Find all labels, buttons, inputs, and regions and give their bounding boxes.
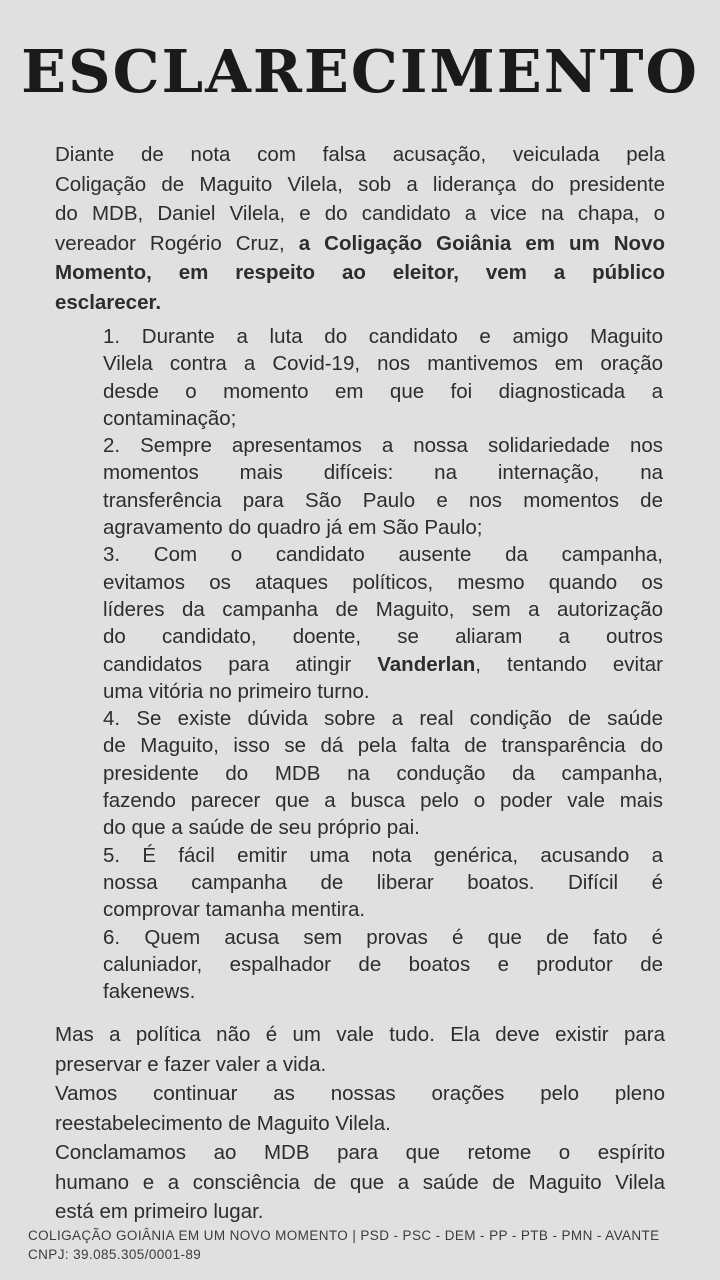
text-line xyxy=(103,569,663,596)
text-line xyxy=(103,814,663,841)
text-segment: 5. É fácil emitir uma nota genérica, acusando a xyxy=(103,843,663,867)
text-line xyxy=(55,229,665,259)
text-line xyxy=(103,678,663,705)
text-line xyxy=(55,199,665,229)
text-segment: caluniador, espalhador de boatos e produtor de xyxy=(103,952,663,976)
text-segment: evitamos os ataques políticos, mesmo quando os xyxy=(103,570,663,594)
text-segment: do candidato, doente, se aliaram a outros xyxy=(103,625,663,649)
text-line xyxy=(103,405,663,432)
text-segment: líderes da campanha de Maguito, sem a autorização xyxy=(103,597,663,621)
text-line xyxy=(103,787,663,814)
bold-text-segment: a Coligação Goiânia em um Novo xyxy=(298,231,665,255)
text-line xyxy=(103,596,663,623)
text-segment: fazendo parecer que a busca pelo o poder vale mais xyxy=(103,789,663,813)
text-segment: 6. Quem acusa sem provas é que de fato é xyxy=(103,925,663,949)
text-segment: humano e a consciência de que a saúde de Maguito Vilela xyxy=(55,1170,665,1194)
text-segment: uma vitória no primeiro turno. xyxy=(103,679,370,703)
text-segment: Diante de nota com falsa acusação, veiculada pela xyxy=(55,143,665,166)
text-line xyxy=(103,459,663,486)
text-line xyxy=(103,350,663,377)
text-segment: nossa campanha de liberar boatos. Difícil é xyxy=(103,870,663,894)
text-line xyxy=(55,1138,665,1168)
text-line xyxy=(103,732,663,759)
text-line xyxy=(55,170,665,200)
text-line xyxy=(55,1197,665,1227)
text-segment: está em primeiro lugar. xyxy=(55,1200,264,1224)
bold-text-segment: esclarecer. xyxy=(55,290,162,314)
text-segment: desde o momento em que foi diagnosticada a xyxy=(103,379,663,403)
text-segment: momentos mais difíceis: na internação, na xyxy=(103,461,663,485)
text-segment: de Maguito, isso se dá pela falta de transparência do xyxy=(103,734,663,758)
text-segment: agravamento do quadro já em São Paulo; xyxy=(103,516,483,540)
text-line xyxy=(55,1079,665,1109)
text-line xyxy=(103,705,663,732)
text-line xyxy=(103,487,663,514)
text-segment: contaminação; xyxy=(103,406,237,430)
text-segment: candidatos para atingir xyxy=(103,652,378,676)
text-line xyxy=(103,978,663,1005)
footer-coalition-line: COLIGAÇÃO GOIÂNIA EM UM NOVO MOMENTO | PSD - PSC - DEM - PP - PTB - PMN - AVANTE xyxy=(28,1228,660,1243)
text-line xyxy=(55,288,665,318)
text-segment: transferência para São Paulo e nos momentos de xyxy=(103,488,663,512)
text-segment: preservar e fazer valer a vida. xyxy=(55,1052,327,1076)
text-line xyxy=(103,541,663,568)
text-line xyxy=(55,1168,665,1198)
closing-paragraphs xyxy=(55,1020,665,1227)
intro-paragraph xyxy=(55,140,665,317)
numbered-list xyxy=(103,323,663,1005)
text-line xyxy=(103,896,663,923)
text-segment: fakenews. xyxy=(103,980,196,1004)
text-segment: do que a saúde de seu próprio pai. xyxy=(103,816,420,840)
text-segment: 4. Se existe dúvida sobre a real condição de saúde xyxy=(103,707,663,731)
text-line xyxy=(103,842,663,869)
text-segment: 1. Durante a luta do candidato e amigo Maguito xyxy=(103,325,663,348)
text-line xyxy=(103,514,663,541)
text-segment: reestabelecimento de Maguito Vilela. xyxy=(55,1111,391,1135)
text-line xyxy=(103,869,663,896)
text-segment: do MDB, Daniel Vilela, e do candidato a vice na chapa, o xyxy=(55,202,665,225)
text-line xyxy=(55,140,665,170)
footer-cnpj-line: CNPJ: 39.085.305/0001-89 xyxy=(28,1247,202,1262)
text-segment: presidente do MDB na condução da campanha, xyxy=(103,761,663,785)
text-line xyxy=(55,1020,665,1050)
text-line xyxy=(103,760,663,787)
text-line xyxy=(103,651,663,678)
text-line xyxy=(103,323,663,350)
text-segment: vereador Rogério Cruz, xyxy=(55,231,299,255)
text-segment: Conclamamos ao MDB para que retome o espírito xyxy=(55,1141,665,1165)
text-segment: , tentando evitar xyxy=(475,652,663,676)
text-segment: 3. Com o candidato ausente da campanha, xyxy=(103,543,663,567)
text-segment: Vamos continuar as nossas orações pelo pleno xyxy=(55,1082,665,1106)
text-line xyxy=(55,1050,665,1080)
bold-text-segment: Momento, em respeito ao eleitor, vem a público xyxy=(55,261,665,284)
text-segment: 2. Sempre apresentamos a nossa solidariedade nos xyxy=(103,434,663,458)
text-segment: Vilela contra a Covid-19, nos mantivemos em oração xyxy=(103,352,663,376)
text-segment: Mas a política não é um vale tudo. Ela deve existir para xyxy=(55,1023,665,1047)
text-segment: comprovar tamanha mentira. xyxy=(103,898,366,922)
text-line xyxy=(55,258,665,288)
bold-text-segment: Vanderlan xyxy=(377,652,476,676)
text-line xyxy=(103,924,663,951)
text-line xyxy=(103,623,663,650)
text-segment: Coligação de Maguito Vilela, sob a liderança do presidente xyxy=(55,172,665,196)
text-line xyxy=(55,1109,665,1139)
text-line xyxy=(103,378,663,405)
text-line xyxy=(103,432,663,459)
page-title: ESCLARECIMENTO xyxy=(21,37,699,106)
text-line xyxy=(103,951,663,978)
footer xyxy=(28,1226,660,1264)
